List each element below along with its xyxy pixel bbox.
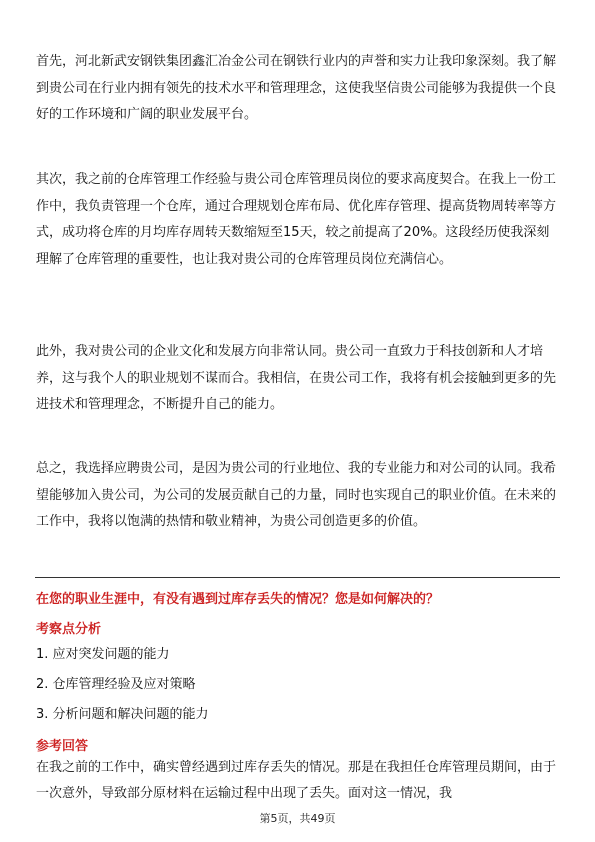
analysis-item-2: 2. 仓库管理经验及应对策略 bbox=[36, 677, 196, 692]
answer-title: 参考回答 bbox=[36, 739, 89, 754]
section-divider bbox=[35, 577, 560, 578]
paragraph-experience: 其次，我之前的仓库管理工作经验与贵公司仓库管理员岗位的要求高度契合。在我上一份工作中，我负责管理一个仓库，通过合理规划仓库布局、优化库存管理、提高货物周转率等方式，成功将仓库的月均库存周转天数缩短至15天，较之前提高了20%。这段经历使我深刻理解了仓库管理的重要性，也让我对贵公司的仓库管理员岗位充满信心。 bbox=[36, 172, 557, 267]
page-number: 第5页，共49页 bbox=[259, 812, 336, 825]
analysis-title: 考察点分析 bbox=[36, 622, 102, 637]
paragraph-culture: 此外，我对贵公司的企业文化和发展方向非常认同。贵公司一直致力于科技创新和人才培养，这与我个人的职业规划不谋而合。我相信，在贵公司工作，我将有机会接触到更多的先进技术和管理理念，不断提升自己的能力。 bbox=[36, 344, 557, 412]
answer-text: 在我之前的工作中，确实曾经遇到过库存丢失的情况。那是在我担任仓库管理员期间，由于一次意外，导致部分原材料在运输过程中出现了丢失。面对这一情况，我 bbox=[36, 760, 557, 801]
paragraph-summary: 总之，我选择应聘贵公司，是因为贵公司的行业地位、我的专业能力和对公司的认同。我希望能够加入贵公司，为公司的发展贡献自己的力量，同时也实现自己的职业价值。在未来的工作中，我将以饱满的热情和敬业精神，为贵公司创造更多的价值。 bbox=[36, 461, 557, 529]
interview-question: 在您的职业生涯中，有没有遇到过库存丢失的情况？您是如何解决的？ bbox=[36, 592, 440, 607]
analysis-item-1: 1. 应对突发问题的能力 bbox=[36, 647, 170, 662]
analysis-item-3: 3. 分析问题和解决问题的能力 bbox=[36, 707, 209, 722]
paragraph-reputation: 首先，河北新武安钢铁集团鑫汇冶金公司在钢铁行业内的声誉和实力让我印象深刻。我了解到贵公司在行业内拥有领先的技术水平和管理理念，这使我坚信贵公司能够为我提供一个良好的工作环境和广阔的职业发展平台。 bbox=[36, 54, 557, 122]
